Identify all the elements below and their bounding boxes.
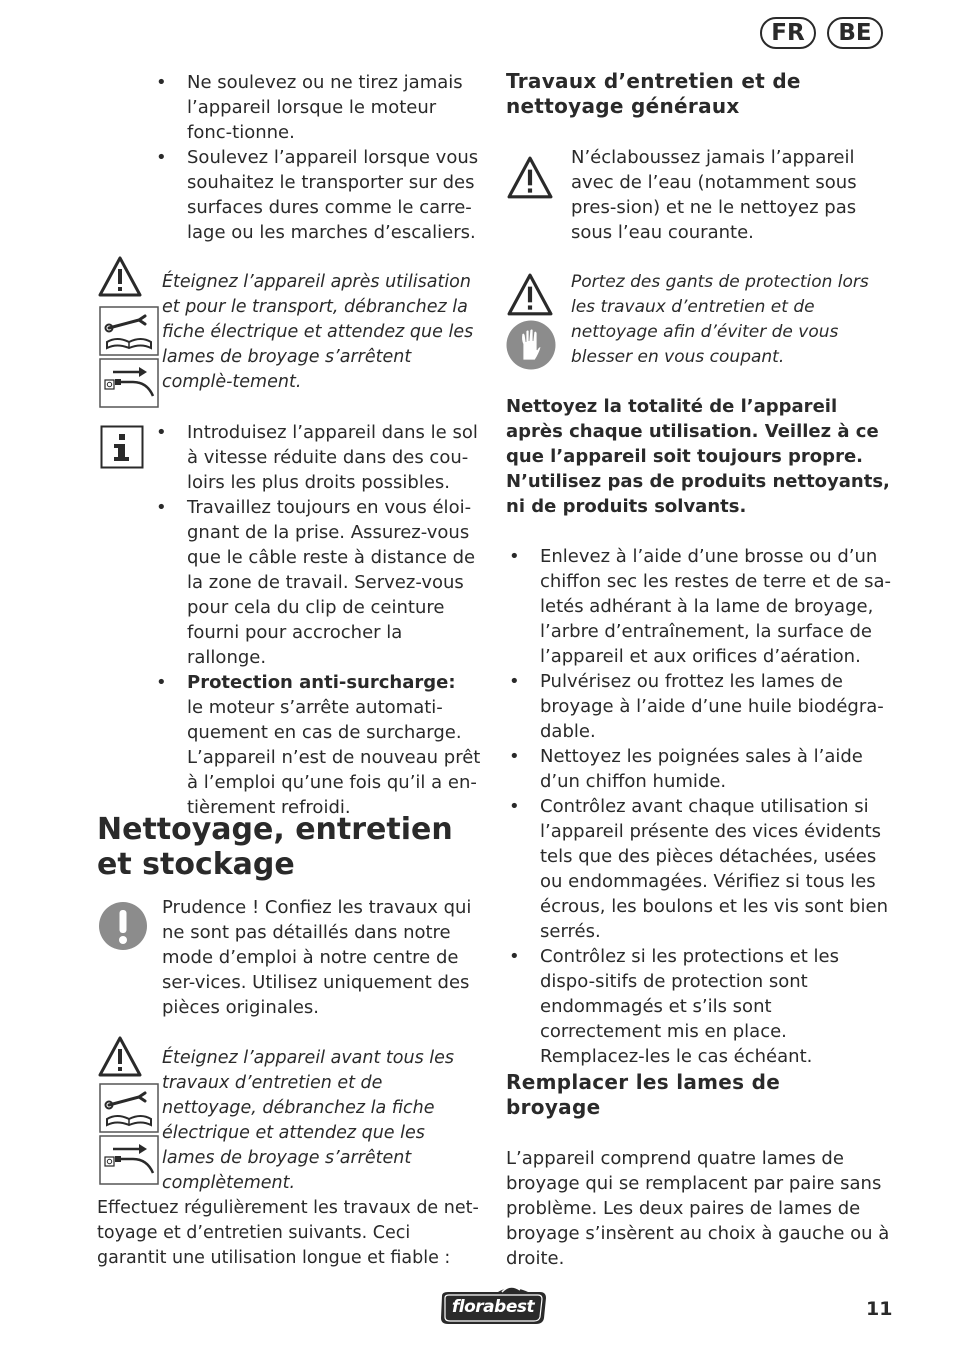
section-title-line2: et stockage xyxy=(97,847,295,882)
list-item: • Contrôlez si les protections et les dispo-sitifs de protection sont endommagés et s’ils sont correctement mis en place. Remplacez-les le cas échéant. xyxy=(506,944,894,1069)
info-bullet-list xyxy=(153,420,485,820)
warning-triangle-icon xyxy=(98,255,142,299)
maintenance-bullet-list xyxy=(506,544,894,1069)
unplug-icon xyxy=(99,358,159,408)
warning-gloves-text: Portez des gants de protection lors les travaux d’entretien et de nettoyage afin d’éviter de vous blesser en vous coupant. xyxy=(571,272,869,367)
florabest-logo xyxy=(438,1284,548,1326)
read-manual-icon xyxy=(99,1083,159,1133)
list-item: • Introduisez l’appareil dans le sol à vitesse réduite dans des cou-loirs les plus droits possibles. xyxy=(153,420,485,495)
list-item: • Soulevez l’appareil lorsque vous souhaitez le transporter sur des surfaces dures comme le carre-lage ou les marches d’escaliers. xyxy=(153,145,483,245)
replace-blades-paragraph: L’appareil comprend quatre lames de broyage qui se remplacent par paire sans problème. Les deux paires de lames de broyage s’insèrent au choix à gauche ou à droite. xyxy=(506,1148,890,1269)
read-manual-icon xyxy=(99,306,159,356)
cleaning-instruction: Nettoyez la totalité de l’appareil après chaque utilisation. Veillez à ce que l’appareil soit toujours propre. N’utilisez pas de produits nettoyants, ni de produits solvants. xyxy=(506,396,890,517)
list-item: • Enlevez à l’aide d’une brosse ou d’un chiffon sec les restes de terre et de sa-letés adhérant à la lame de broyage, l’arbre d’entraînement, la surface de l’appareil et aux orifices d’aération. xyxy=(506,544,894,669)
protective-gloves-icon xyxy=(506,320,556,370)
heading-replace-blades xyxy=(506,1070,896,1120)
list-item xyxy=(153,670,485,820)
heading-replace-line1: Remplacer les lames de xyxy=(506,1070,781,1094)
section-title-line1: Nettoyage, entretien xyxy=(97,812,453,847)
caution-text: Prudence ! Confiez les travaux qui ne sont pas détaillés dans notre mode d’emploi à notre centre de ser-vices. Utilisez uniquement des pièces originales. xyxy=(162,897,472,1018)
heading-maintenance-line2: nettoyage généraux xyxy=(506,94,740,118)
heading-maintenance xyxy=(506,69,896,119)
warning-triangle-icon xyxy=(507,272,553,318)
top-bullet-list xyxy=(153,70,483,245)
warning-text-1: Éteignez l’appareil après utilisation et pour le transport, débranchez la fiche électrique et attendez que les lames de broyage s’arrêtent complè-tement. xyxy=(162,272,474,392)
logo-text: florabest xyxy=(451,1297,535,1317)
exclamation-circle-icon xyxy=(98,901,148,951)
overload-label: Protection anti-surcharge: xyxy=(187,672,456,693)
language-badge-fr: FR xyxy=(760,17,816,49)
warning-triangle-icon xyxy=(507,155,553,201)
page-number: 11 xyxy=(866,1298,893,1320)
list-item: • Nettoyez les poignées sales à l’aide d’un chiffon humide. xyxy=(506,744,894,794)
unplug-icon xyxy=(99,1135,159,1185)
language-badge-be: BE xyxy=(827,17,883,49)
list-item: • Ne soulevez ou ne tirez jamais l’appareil lorsque le moteur fonc-tionne. xyxy=(153,70,483,145)
heading-maintenance-line1: Travaux d’entretien et de xyxy=(506,69,801,93)
list-item: • Travaillez toujours en vous éloi-gnant de la prise. Assurez-vous que le câble reste à distance de la zone de travail. Servez-vous pour cela du clip de ceinture fourni pour accrocher la rallonge. xyxy=(153,495,485,670)
list-item: • Contrôlez avant chaque utilisation si l’appareil présente des vices évidents tels que des pièces détachées, usées ou endommagées. Vérifiez si tous les écrous, les boulons et les vis sont bien serrés. xyxy=(506,794,894,944)
info-icon xyxy=(100,425,144,469)
section-title xyxy=(97,812,497,882)
warning-text-2: Éteignez l’appareil avant tous les travaux d’entretien et de nettoyage, débranchez la fiche électrique et attendez que les lames de broyage s’arrêtent complètement. xyxy=(162,1048,455,1193)
warning-water-text: N’éclaboussez jamais l’appareil avec de l’eau (notamment sous pres-sion) et ne le nettoyez pas sous l’eau courante. xyxy=(571,147,857,243)
closing-paragraph: Effectuez régulièrement les travaux de net-toyage et d’entretien suivants. Ceci garantit une utilisation longue et fiable : xyxy=(97,1198,479,1268)
warning-triangle-icon xyxy=(98,1035,142,1079)
list-item: • Pulvérisez ou frottez les lames de broyage à l’aide d’une huile biodégra-dable. xyxy=(506,669,894,744)
overload-text: le moteur s’arrête automati-quement en cas de surcharge. L’appareil n’est de nouveau prêt à l’emploi qu’une fois qu’il a en-tièrement refroidi. xyxy=(187,697,481,818)
heading-replace-line2: broyage xyxy=(506,1095,601,1119)
